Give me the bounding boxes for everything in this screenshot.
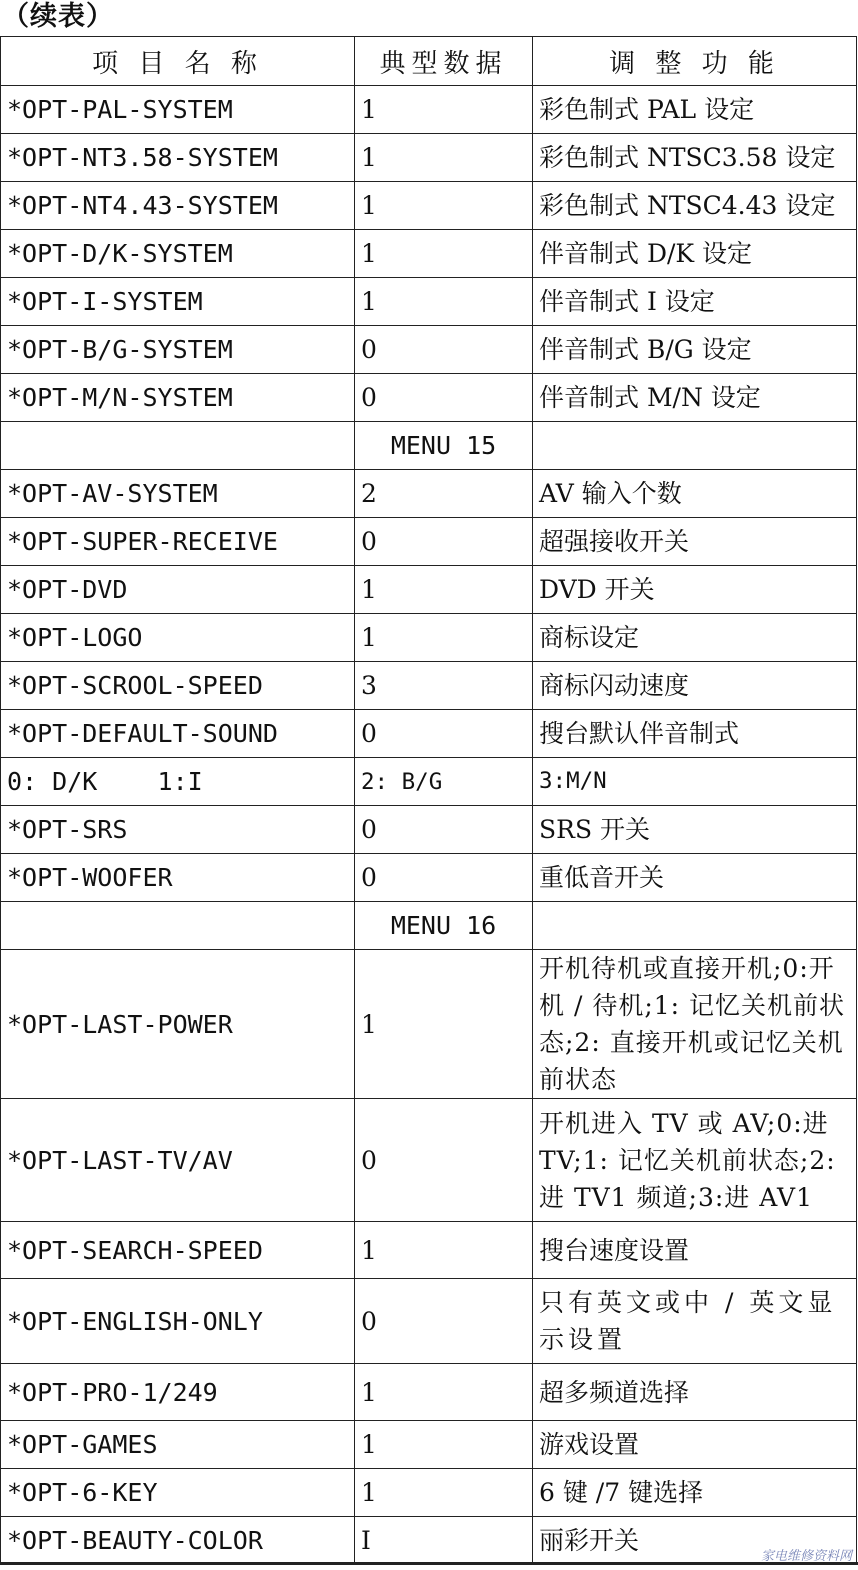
- table-row: [1, 374, 857, 422]
- item-value: 1: [355, 614, 533, 662]
- item-value: 0: [355, 518, 533, 566]
- table-row: [1, 278, 857, 326]
- header-row: [1, 37, 857, 86]
- item-function: 游戏设置: [533, 1421, 857, 1469]
- item-value: I: [355, 1517, 533, 1565]
- item-value: 0: [355, 854, 533, 902]
- item-function: 3:M/N: [533, 758, 857, 806]
- table-row: [1, 710, 857, 758]
- item-function: 彩色制式 PAL 设定: [533, 86, 857, 134]
- item-value: 0: [355, 1279, 533, 1364]
- item-name: *OPT-AV-SYSTEM: [1, 470, 355, 518]
- item-function: 开机进入 TV 或 AV;0:进 TV;1: 记忆关机前状态;2:进 TV1 频道;3:进 AV1: [533, 1099, 857, 1222]
- table-row: [1, 1469, 857, 1517]
- menu-label: MENU 16: [355, 902, 533, 950]
- item-function: AV 输入个数: [533, 470, 857, 518]
- item-function: 商标设定: [533, 614, 857, 662]
- item-value: 3: [355, 662, 533, 710]
- item-function: 只有英文或中 / 英文显示设置: [533, 1279, 857, 1364]
- item-name: *OPT-PAL-SYSTEM: [1, 86, 355, 134]
- menu-blank-cell: [533, 422, 857, 470]
- item-name: 0: D/K 1:I: [1, 758, 355, 806]
- table-row: [1, 230, 857, 278]
- item-function: 伴音制式 M/N 设定: [533, 374, 857, 422]
- header-typical-value: 典型数据: [355, 37, 533, 86]
- table-row: [1, 182, 857, 230]
- item-value: 1: [355, 230, 533, 278]
- item-function: 6 键 /7 键选择: [533, 1469, 857, 1517]
- table-row: [1, 614, 857, 662]
- table-row: [1, 518, 857, 566]
- item-name: *OPT-SEARCH-SPEED: [1, 1222, 355, 1279]
- item-value: 2: B/G: [355, 758, 533, 806]
- item-name: *OPT-SCROOL-SPEED: [1, 662, 355, 710]
- table-row: [1, 86, 857, 134]
- item-function: 超强接收开关: [533, 518, 857, 566]
- item-value: 1: [355, 1421, 533, 1469]
- header-item-name: 项 目 名 称: [1, 37, 355, 86]
- item-function: 彩色制式 NTSC4.43 设定: [533, 182, 857, 230]
- item-name: *OPT-ENGLISH-ONLY: [1, 1279, 355, 1364]
- table-row: [1, 1099, 857, 1222]
- item-function: 伴音制式 I 设定: [533, 278, 857, 326]
- table-row: [1, 806, 857, 854]
- menu-blank-cell: [1, 902, 355, 950]
- item-value: 1: [355, 1469, 533, 1517]
- table-row: [1, 1421, 857, 1469]
- item-value: 0: [355, 374, 533, 422]
- item-name: *OPT-LAST-POWER: [1, 950, 355, 1099]
- item-function: 重低音开关: [533, 854, 857, 902]
- item-value: 1: [355, 1364, 533, 1421]
- item-value: 0: [355, 1099, 533, 1222]
- menu-row: [1, 422, 857, 470]
- settings-table: [0, 36, 857, 1565]
- item-value: 1: [355, 134, 533, 182]
- item-name: *OPT-M/N-SYSTEM: [1, 374, 355, 422]
- table-row: [1, 134, 857, 182]
- item-function: 伴音制式 B/G 设定: [533, 326, 857, 374]
- table-row: [1, 326, 857, 374]
- item-name: *OPT-D/K-SYSTEM: [1, 230, 355, 278]
- table-row: [1, 1222, 857, 1279]
- table-row: [1, 1517, 857, 1565]
- item-name: *OPT-LOGO: [1, 614, 355, 662]
- item-name: *OPT-6-KEY: [1, 1469, 355, 1517]
- item-value: 1: [355, 566, 533, 614]
- table-row: [1, 566, 857, 614]
- item-name: *OPT-WOOFER: [1, 854, 355, 902]
- item-function: 伴音制式 D/K 设定: [533, 230, 857, 278]
- item-function: 超多频道选择: [533, 1364, 857, 1421]
- menu-blank-cell: [1, 422, 355, 470]
- item-value: 1: [355, 1222, 533, 1279]
- item-name: *OPT-BEAUTY-COLOR: [1, 1517, 355, 1565]
- table-row: [1, 470, 857, 518]
- site-watermark: 家电维修资料网: [760, 1549, 852, 1564]
- menu-label: MENU 15: [355, 422, 533, 470]
- item-function: DVD 开关: [533, 566, 857, 614]
- table-row: [1, 1279, 857, 1364]
- menu-row: [1, 902, 857, 950]
- item-value: 0: [355, 710, 533, 758]
- item-name: *OPT-NT3.58-SYSTEM: [1, 134, 355, 182]
- item-value: 0: [355, 806, 533, 854]
- table-row: [1, 950, 857, 1099]
- item-name: *OPT-GAMES: [1, 1421, 355, 1469]
- table-row: [1, 758, 857, 806]
- table-row: [1, 1364, 857, 1421]
- item-function: 彩色制式 NTSC3.58 设定: [533, 134, 857, 182]
- item-function: 商标闪动速度: [533, 662, 857, 710]
- item-value: 2: [355, 470, 533, 518]
- table-caption: （续表）: [2, 1, 114, 32]
- item-value: 1: [355, 278, 533, 326]
- item-name: *OPT-NT4.43-SYSTEM: [1, 182, 355, 230]
- item-name: *OPT-B/G-SYSTEM: [1, 326, 355, 374]
- item-function: 搜台速度设置: [533, 1222, 857, 1279]
- item-value: 0: [355, 326, 533, 374]
- item-function: 丽彩开关: [533, 1517, 857, 1565]
- table-row: [1, 662, 857, 710]
- menu-blank-cell: [533, 902, 857, 950]
- item-value: 1: [355, 950, 533, 1099]
- item-function: SRS 开关: [533, 806, 857, 854]
- header-function: 调 整 功 能: [533, 37, 857, 86]
- item-name: *OPT-DEFAULT-SOUND: [1, 710, 355, 758]
- item-name: *OPT-SRS: [1, 806, 355, 854]
- item-value: 1: [355, 86, 533, 134]
- item-name: *OPT-LAST-TV/AV: [1, 1099, 355, 1222]
- bottom-rule: [0, 1562, 858, 1565]
- item-function: 搜台默认伴音制式: [533, 710, 857, 758]
- item-name: *OPT-DVD: [1, 566, 355, 614]
- item-value: 1: [355, 182, 533, 230]
- item-name: *OPT-SUPER-RECEIVE: [1, 518, 355, 566]
- item-name: *OPT-I-SYSTEM: [1, 278, 355, 326]
- table-row: [1, 854, 857, 902]
- item-function: 开机待机或直接开机;0:开机 / 待机;1: 记忆关机前状态;2: 直接开机或记忆关机前状态: [533, 950, 857, 1099]
- item-name: *OPT-PRO-1/249: [1, 1364, 355, 1421]
